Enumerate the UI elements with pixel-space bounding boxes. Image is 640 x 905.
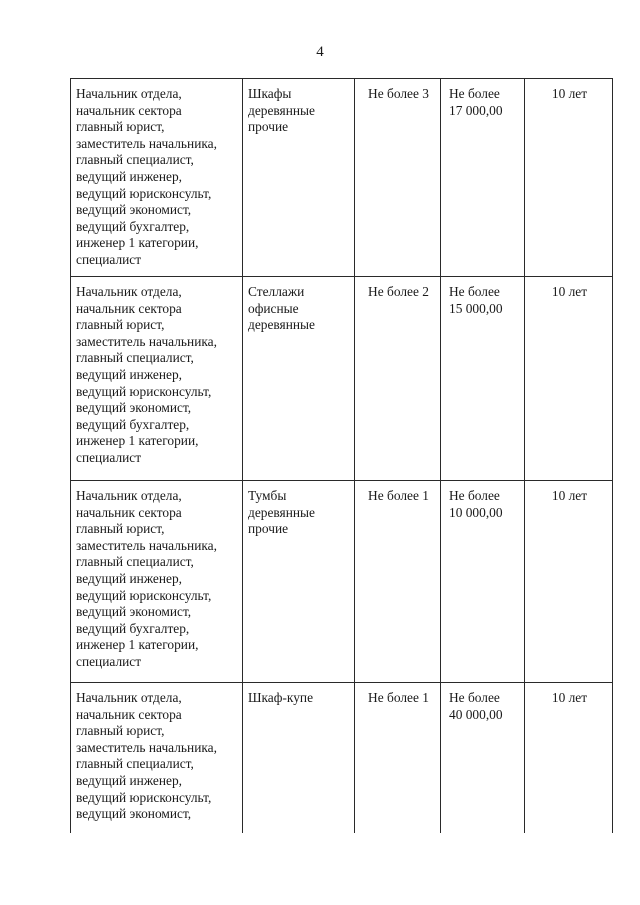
item-name-cell: Стеллажи офисные деревянные [243, 277, 355, 481]
furniture-norms-table [70, 78, 613, 833]
price-cell: Не более 15 000,00 [441, 277, 525, 481]
table-row [71, 79, 613, 277]
quantity-cell: Не более 1 [355, 481, 441, 683]
positions-cell: Начальник отдела, начальник сектора главный юрист, заместитель начальника, главный специалист, ведущий инженер, ведущий юрисконсульт, ведущий экономист, ведущий бухгалтер, инженер 1 категории, специалист [71, 481, 243, 683]
table-row [71, 481, 613, 683]
positions-cell: Начальник отдела, начальник сектора главный юрист, заместитель начальника, главный специалист, ведущий инженер, ведущий юрисконсульт, ведущий экономист, ведущий бухгалтер, инженер 1 категории, специалист [71, 277, 243, 481]
item-name-cell: Шкаф-купе [243, 683, 355, 833]
quantity-cell: Не более 3 [355, 79, 441, 277]
table-row [71, 683, 613, 833]
quantity-cell: Не более 1 [355, 683, 441, 833]
table-row [71, 277, 613, 481]
page-number: 4 [316, 44, 324, 60]
positions-cell: Начальник отдела, начальник сектора главный юрист, заместитель начальника, главный специалист, ведущий инженер, ведущий юрисконсульт, ведущий экономист, [71, 683, 243, 833]
item-name-cell: Тумбы деревянные прочие [243, 481, 355, 683]
item-name-cell: Шкафы деревянные прочие [243, 79, 355, 277]
service-life-cell: 10 лет [525, 683, 613, 833]
service-life-cell: 10 лет [525, 277, 613, 481]
service-life-cell: 10 лет [525, 481, 613, 683]
service-life-cell: 10 лет [525, 79, 613, 277]
price-cell: Не более 10 000,00 [441, 481, 525, 683]
price-cell: Не более 17 000,00 [441, 79, 525, 277]
positions-cell: Начальник отдела, начальник сектора главный юрист, заместитель начальника, главный специалист, ведущий инженер, ведущий юрисконсульт, ведущий экономист, ведущий бухгалтер, инженер 1 категории, специалист [71, 79, 243, 277]
price-cell: Не более 40 000,00 [441, 683, 525, 833]
quantity-cell: Не более 2 [355, 277, 441, 481]
